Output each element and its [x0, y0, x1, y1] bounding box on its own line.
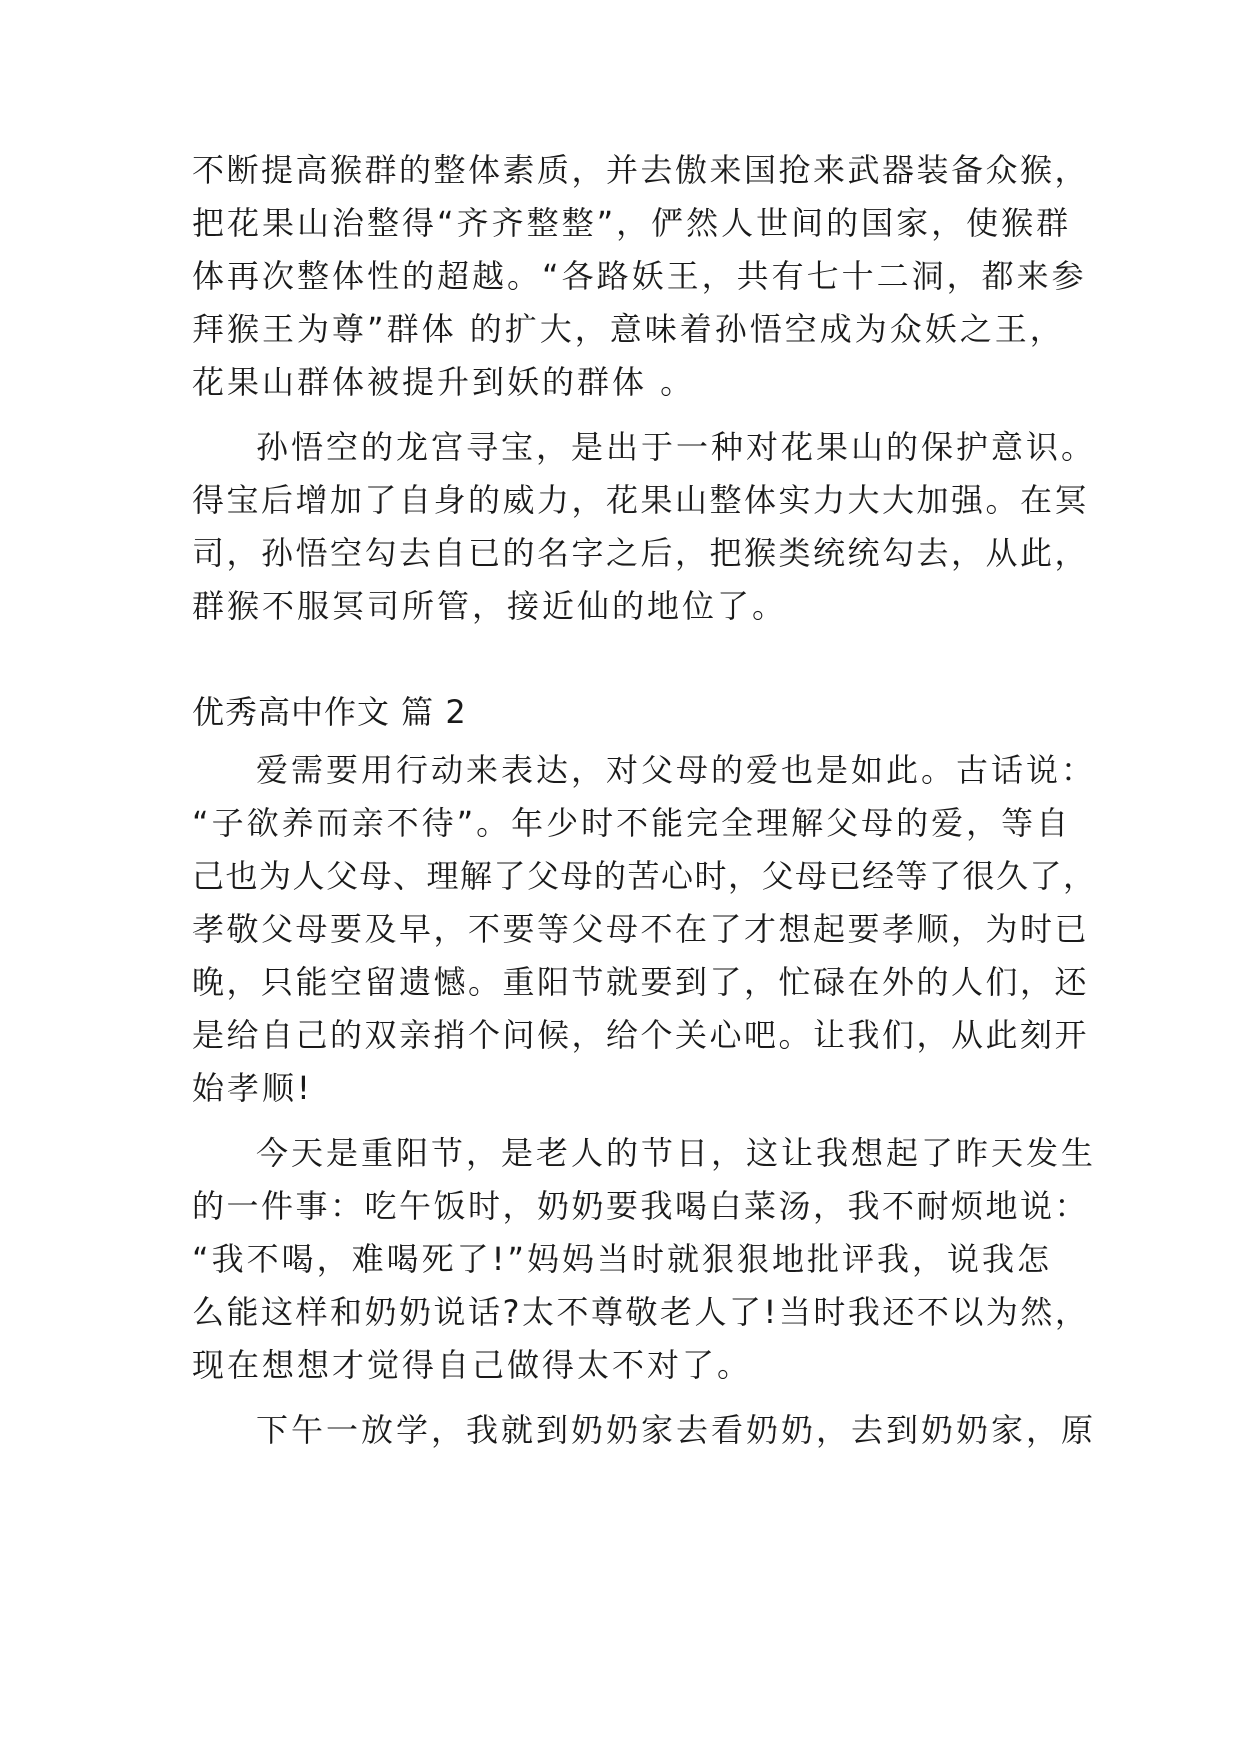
text-line: 司，孙悟空勾去自已的名字之后，把猴类统统勾去，从此， — [192, 534, 1090, 572]
text-line: 得宝后增加了自身的威力，花果山整体实力大大加强。在冥 — [192, 481, 1090, 519]
text-line: 花果山群体被提升到妖的群体 。 — [192, 363, 696, 401]
text-line: 现在想想才觉得自己做得太不对了。 — [192, 1346, 753, 1384]
text-line: 把花果山治整得“齐齐整整”，俨然人世间的国家，使猴群 — [192, 204, 1072, 242]
text-line: 不断提高猴群的整体素质，并去傲来国抢来武器装备众猴， — [192, 151, 1090, 189]
text-line: 拜猴王为尊”群体 的扩大，意味着孙悟空成为众妖之王， — [192, 310, 1065, 348]
text-line: 孝敬父母要及早，不要等父母不在了才想起要孝顺，为时已 — [192, 910, 1090, 948]
text-line: 么能这样和奶奶说话?太不尊敬老人了!当时我还不以为然， — [192, 1293, 1090, 1331]
text-line: 己也为人父母、理解了父母的苦心时，父母已经等了很久了， — [192, 857, 1097, 895]
text-line: 群猴不服冥司所管，接近仙的地位了。 — [192, 587, 788, 625]
text-line: 的一件事：吃午饭时，奶奶要我喝白菜汤，我不耐烦地说： — [192, 1187, 1090, 1225]
paragraph-first-line: 今天是重阳节，是老人的节日，这让我想起了昨天发生 — [256, 1134, 1097, 1172]
paragraph-first-line: 孙悟空的龙宫寻宝，是出于一种对花果山的保护意识。 — [256, 428, 1097, 466]
text-line: 体再次整体性的超越。“各路妖王，共有七十二洞，都来参 — [192, 257, 1087, 295]
text-line: 晚，只能空留遗憾。重阳节就要到了，忙碌在外的人们，还 — [192, 963, 1090, 1001]
section-heading: 优秀高中作文 篇 2 — [192, 693, 467, 731]
paragraph-first-line: 爱需要用行动来表达，对父母的爱也是如此。古话说： — [256, 751, 1097, 789]
paragraph-first-line: 下午一放学，我就到奶奶家去看奶奶，去到奶奶家，原 — [256, 1411, 1097, 1449]
text-line: 始孝顺! — [192, 1069, 313, 1107]
text-line: “我不喝，难喝死了!”妈妈当时就狠狠地批评我，说我怎 — [192, 1240, 1052, 1278]
text-line: 是给自己的双亲捎个问候，给个关心吧。让我们，从此刻开 — [192, 1016, 1090, 1054]
text-line: “子欲养而亲不待”。年少时不能完全理解父母的爱，等自 — [192, 804, 1072, 842]
